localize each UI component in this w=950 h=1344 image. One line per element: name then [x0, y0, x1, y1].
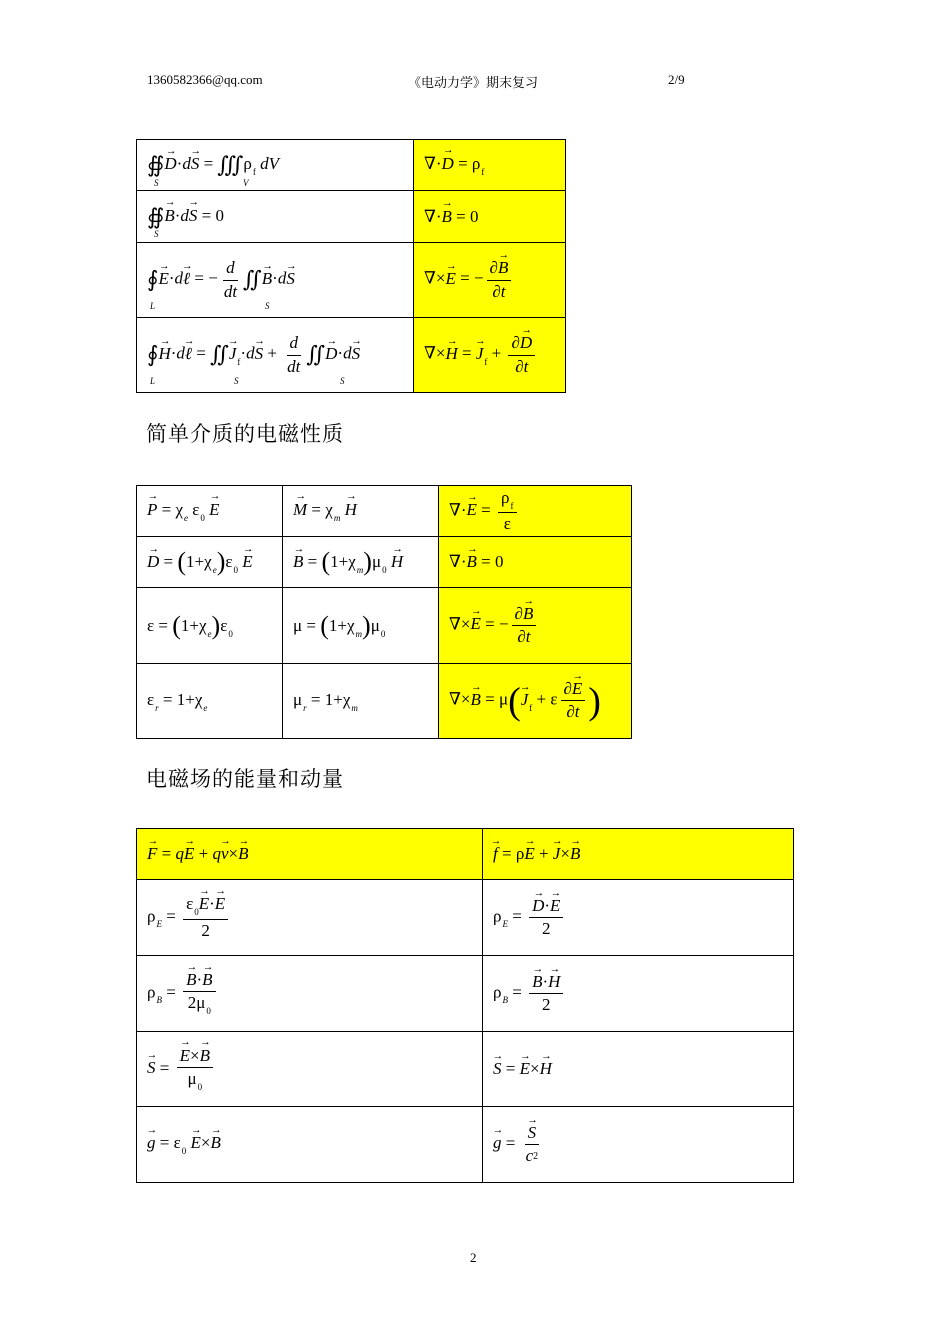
formula-polarization: → $P = \chi_e$ $\varepsilon_0 \to E$ — [137, 486, 283, 537]
formula-faraday-integral: ∮→ E·d→ ℓ = − $\frac{d}{dt}$ ∬→ B·d→ S L S — [137, 243, 414, 318]
header-page-fraction: 2/9 — [668, 72, 685, 87]
table-row — [137, 664, 632, 739]
formula-permeability: $\mu = (1+\chi_m)\mu_0$ — [283, 588, 439, 664]
table-row — [137, 318, 566, 393]
formula-gauss-magnetic-differential: ∇·→ B = 0 — [414, 191, 566, 243]
formula-magnetic-energy-density: $\rho_B$ = → $\frac{B\cdot\to H}{2}$ — [483, 956, 794, 1032]
formula-gauss-integral: ∯→ $D\cdot d\to S = ∭\rho_f$ dV S V — [137, 140, 414, 191]
formula-media-ampere: ∇×→ $B = \mu(\to J_f + \varepsilon$ $\frac{\partial\to E}{\partial t}$ ) — [439, 664, 632, 739]
formula-momentum-density: → $g = \varepsilon_0 \to E\times\to B$ — [137, 1107, 483, 1183]
formula-lorentz-force: → F = q→ E + q→ v×→ B — [137, 829, 483, 880]
formula-gauss-magnetic-integral: ∯→ B·d→ S = 0 S — [137, 191, 414, 243]
simple-media-table — [136, 485, 632, 739]
formula-electric-energy-density-vacuum: $\rho_E$ = $\frac{\varepsilon_0\to E\cdot\to E}{2}$ — [137, 880, 483, 956]
formula-media-faraday: ∇×→ E = − $\frac{\partial\to B}{\partial t}$ — [439, 588, 632, 664]
maxwell-equations-table — [136, 139, 566, 393]
table-row — [137, 588, 632, 664]
table-row — [137, 880, 794, 956]
table-row — [137, 956, 794, 1032]
formula-magnetic-energy-density-vacuum: $\rho_B$ = → $\frac{B\cdot\to B}{2\mu_0}$ — [137, 956, 483, 1032]
table-row — [137, 243, 566, 318]
formula-media-gauss-magnetic: ∇·→ B = 0 — [439, 537, 632, 588]
formula-ampere-differential: ∇×→ H = → $J_f$ + $\frac{\partial\to D}{\partial t}$ — [414, 318, 566, 393]
table-row — [137, 191, 566, 243]
formula-relative-permittivity: $\varepsilon_r = 1+\chi_e$ — [137, 664, 283, 739]
table-row — [137, 829, 794, 880]
formula-force-density: → f = ρ→ E + → J×→ B — [483, 829, 794, 880]
formula-ampere-integral: ∮→ H·d→ ℓ = ∬→ $J_f\cdot d\to S$ + $\frac{d}{dt}$ ∬→ D·d→ S L S S — [137, 318, 414, 393]
formula-displacement: → $D = (1+\chi_e)\varepsilon_0 \to E$ — [137, 537, 283, 588]
table-row — [137, 1107, 794, 1183]
formula-momentum-density-poynting: → g = → $\frac{S}{c2}$ — [483, 1107, 794, 1183]
page-number: 2 — [470, 1250, 477, 1265]
table-row — [137, 1032, 794, 1107]
formula-electric-energy-density: $\rho_E$ = → $\frac{D\cdot\to E}{2}$ — [483, 880, 794, 956]
table-row — [137, 537, 632, 588]
formula-gauss-differential: ∇·→ $D = \rho_f$ — [414, 140, 566, 191]
formula-poynting-vacuum: → S = → $\frac{E\times\to B}{\mu_0}$ — [137, 1032, 483, 1107]
formula-poynting: → S = → E×→ H — [483, 1032, 794, 1107]
section-heading-energy-momentum: 电磁场的能量和动量 — [146, 767, 344, 791]
energy-momentum-table — [136, 828, 794, 1183]
formula-magnetic-flux: → $B = (1+\chi_m)\mu_0 \to H$ — [283, 537, 439, 588]
header-email: 1360582366@qq.com — [147, 72, 263, 87]
table-row — [137, 486, 632, 537]
table-row — [137, 140, 566, 191]
formula-magnetization: → $M = \chi_m \to H$ — [283, 486, 439, 537]
section-heading-simple-media: 简单介质的电磁性质 — [146, 422, 344, 446]
formula-relative-permeability: $\mu_r = 1+\chi_m$ — [283, 664, 439, 739]
formula-media-gauss: ∇·→ E = $\frac{\rho_f}{\varepsilon}$ — [439, 486, 632, 537]
formula-permittivity: $\varepsilon = (1+\chi_e)\varepsilon_0$ — [137, 588, 283, 664]
formula-faraday-differential: ∇×→ E = − $\frac{\partial\to B}{\partial t}$ — [414, 243, 566, 318]
header-title: 《电动力学》期末复习 — [408, 75, 539, 90]
